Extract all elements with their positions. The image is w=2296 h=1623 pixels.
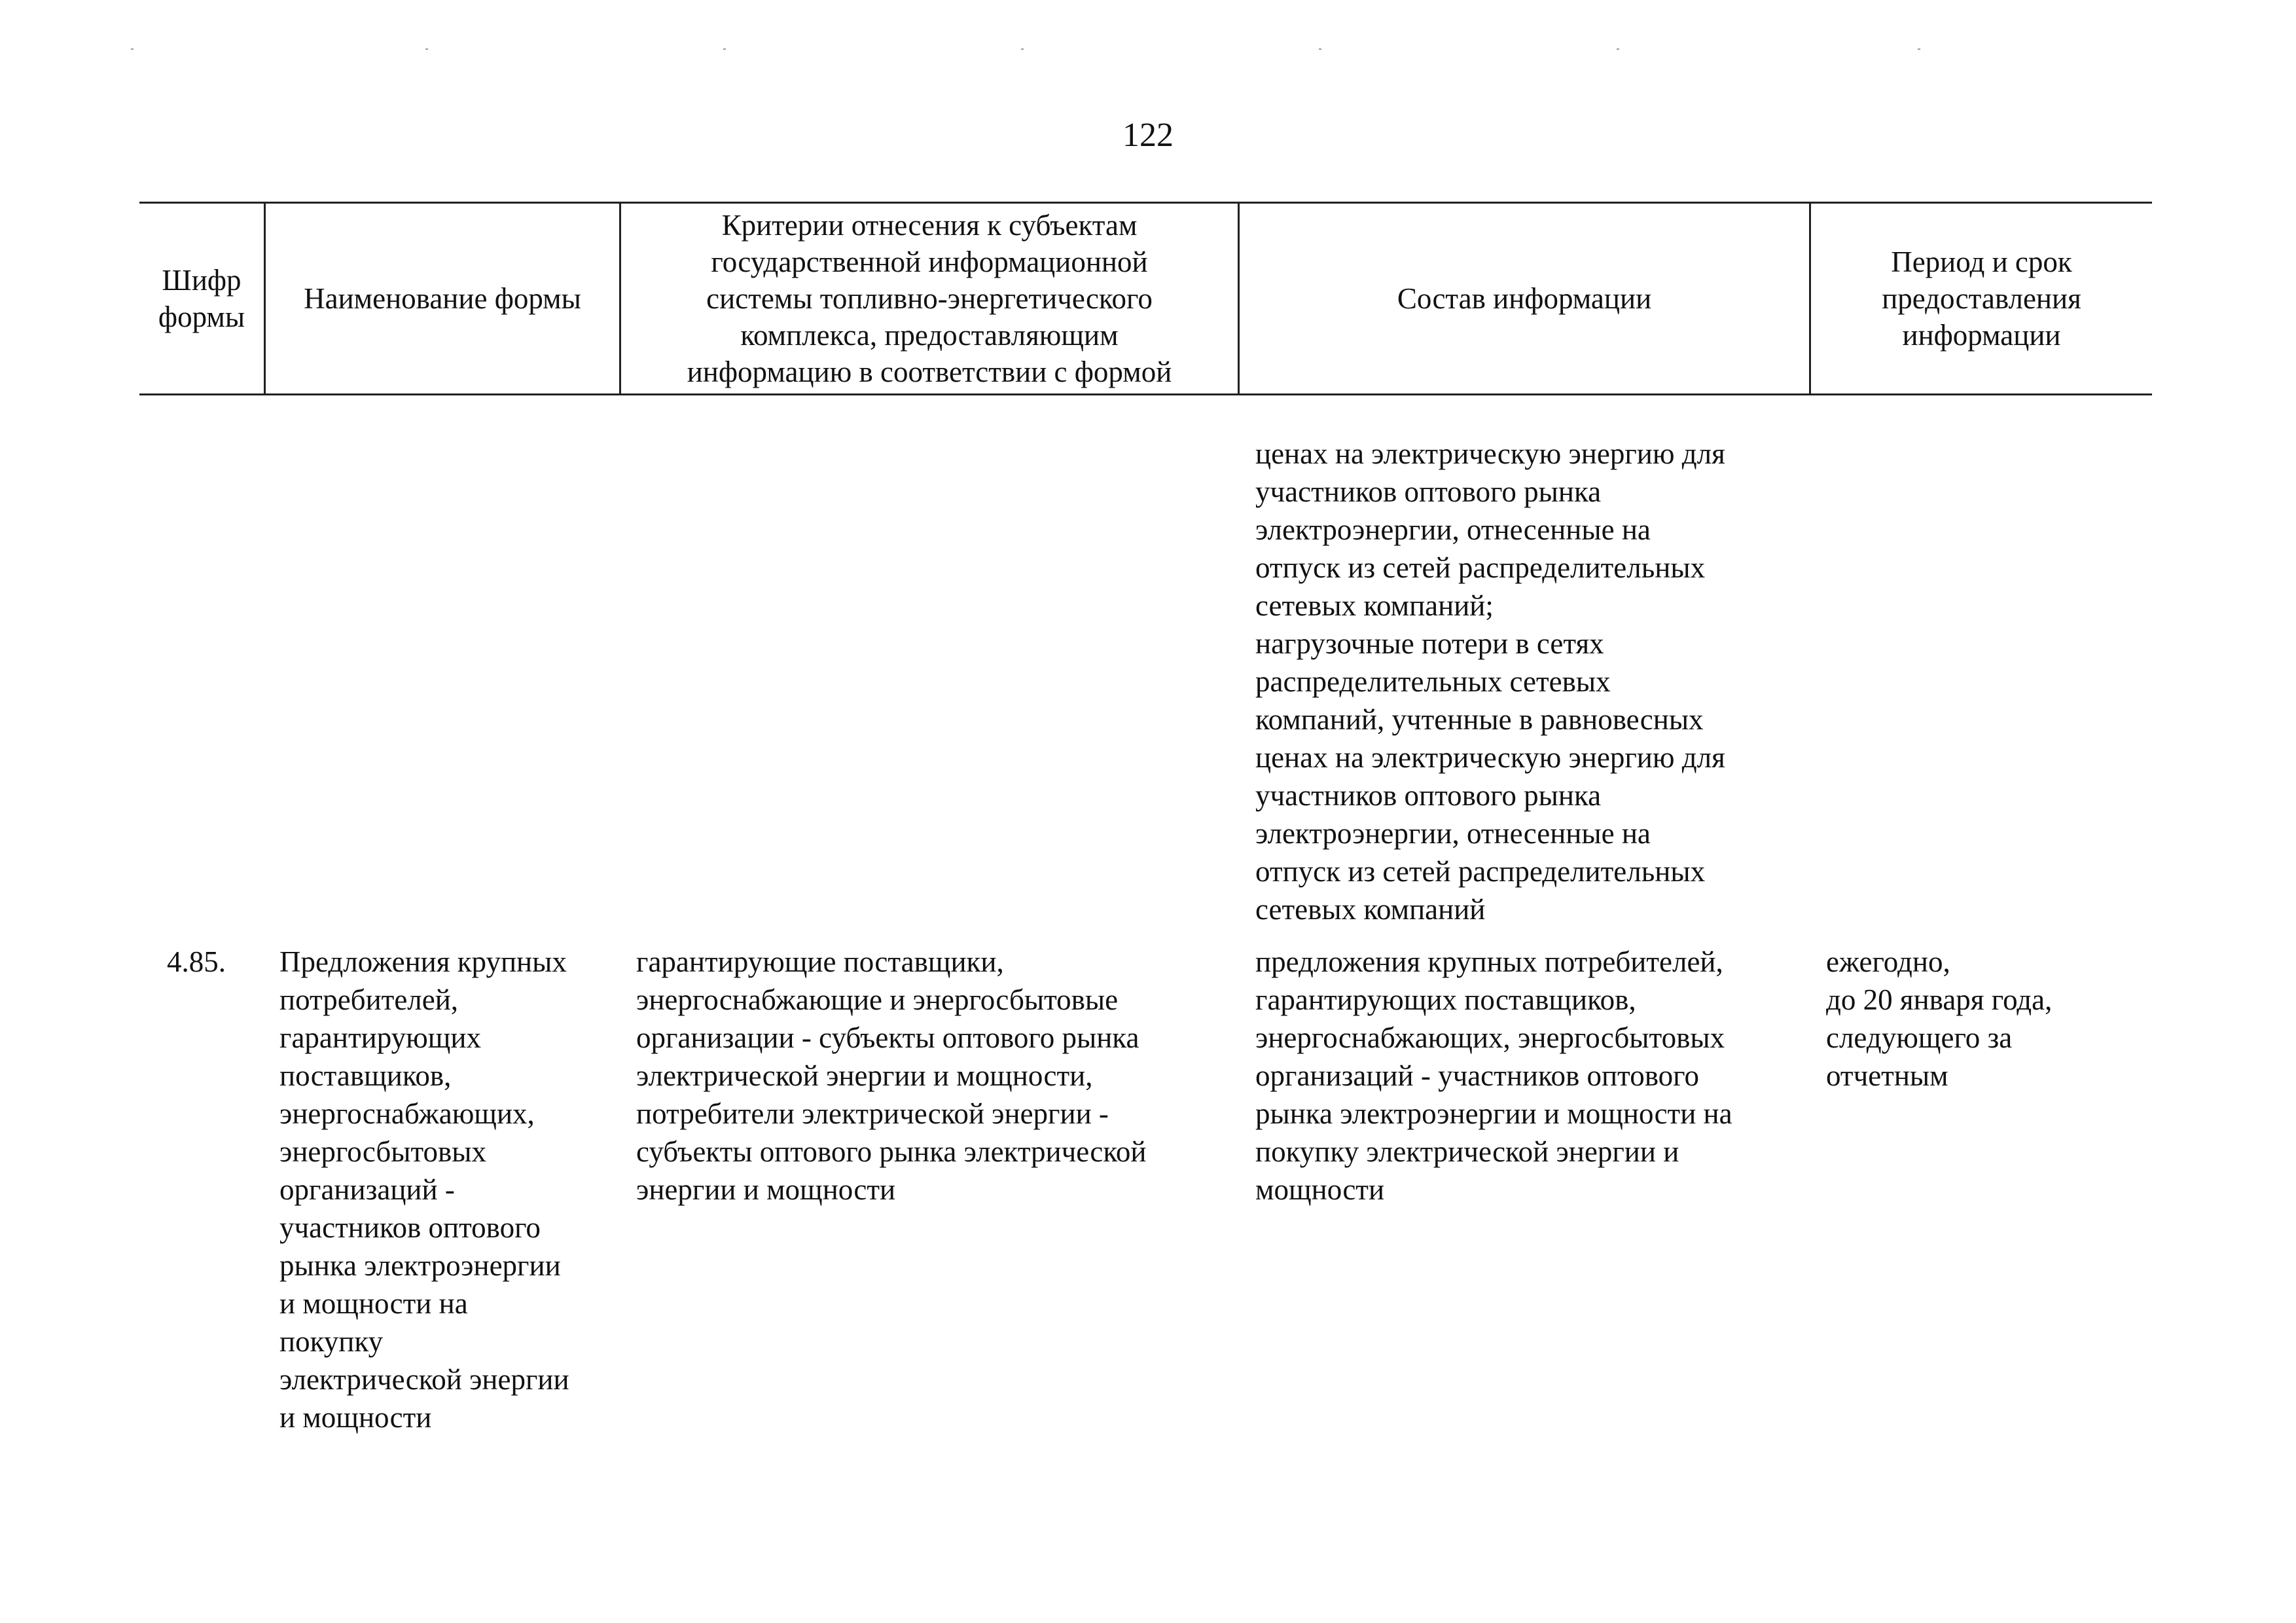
header-form-name: Наименование формы bbox=[266, 204, 621, 393]
header-info-content: Состав информации bbox=[1240, 204, 1811, 393]
scan-speck bbox=[425, 48, 428, 50]
scan-speck bbox=[1617, 48, 1619, 50]
continued-info-content: ценах на электрическую энергию для участников оптового рынка электроэнергии, отнесенные на отпуск из сетей распределительных сетевых компаний; нагрузочные потери в сетях распределительных сетевых компаний, учтенные в равновесных ценах на электрическую энергию для участников оптового рынка электроэнергии, отнесенные на отпуск из сетей распределительных сетевых компаний bbox=[1255, 437, 1725, 926]
scan-speck bbox=[723, 48, 726, 50]
row-criteria: гарантирующие поставщики, энергоснабжающие и энергосбытовые организации - субъекты оптового рынка электрической энергии и мощности, потребители электрической энергии - субъекты оптового рынка электрической энергии и мощности bbox=[636, 945, 1147, 1206]
scan-speck bbox=[1918, 48, 1920, 50]
row-period: ежегодно, до 20 января года, следующего за отчетным bbox=[1826, 945, 2053, 1092]
scan-speck bbox=[131, 48, 134, 50]
row-form-name: Предложения крупных потребителей, гарантирующих поставщиков, энергоснабжающих, энергосбытовых организаций - участников оптового рынка электроэнергии и мощности на покупку электрической энергии и мощности bbox=[279, 945, 569, 1434]
header-period: Период и срок предоставления информации bbox=[1882, 246, 2081, 352]
header-criteria: Критерии отнесения к субъектам государственной информационной системы топливно-энергетического комплекса, предоставляющим информацию в соответствии с формой bbox=[621, 204, 1240, 393]
row-info-content: предложения крупных потребителей, гарантирующих поставщиков, энергоснабжающих, энергосбытовых организаций - участников оптового рынка электроэнергии и мощности на покупку электрической энергии и мощности bbox=[1255, 945, 1732, 1206]
header-form-code: Шифр формы bbox=[139, 204, 266, 393]
table-header bbox=[139, 202, 2152, 395]
scan-speck bbox=[1021, 48, 1024, 50]
row-form-code: 4.85. bbox=[167, 945, 226, 978]
page-number: 122 bbox=[1122, 117, 1174, 154]
scan-speck bbox=[1319, 48, 1321, 50]
